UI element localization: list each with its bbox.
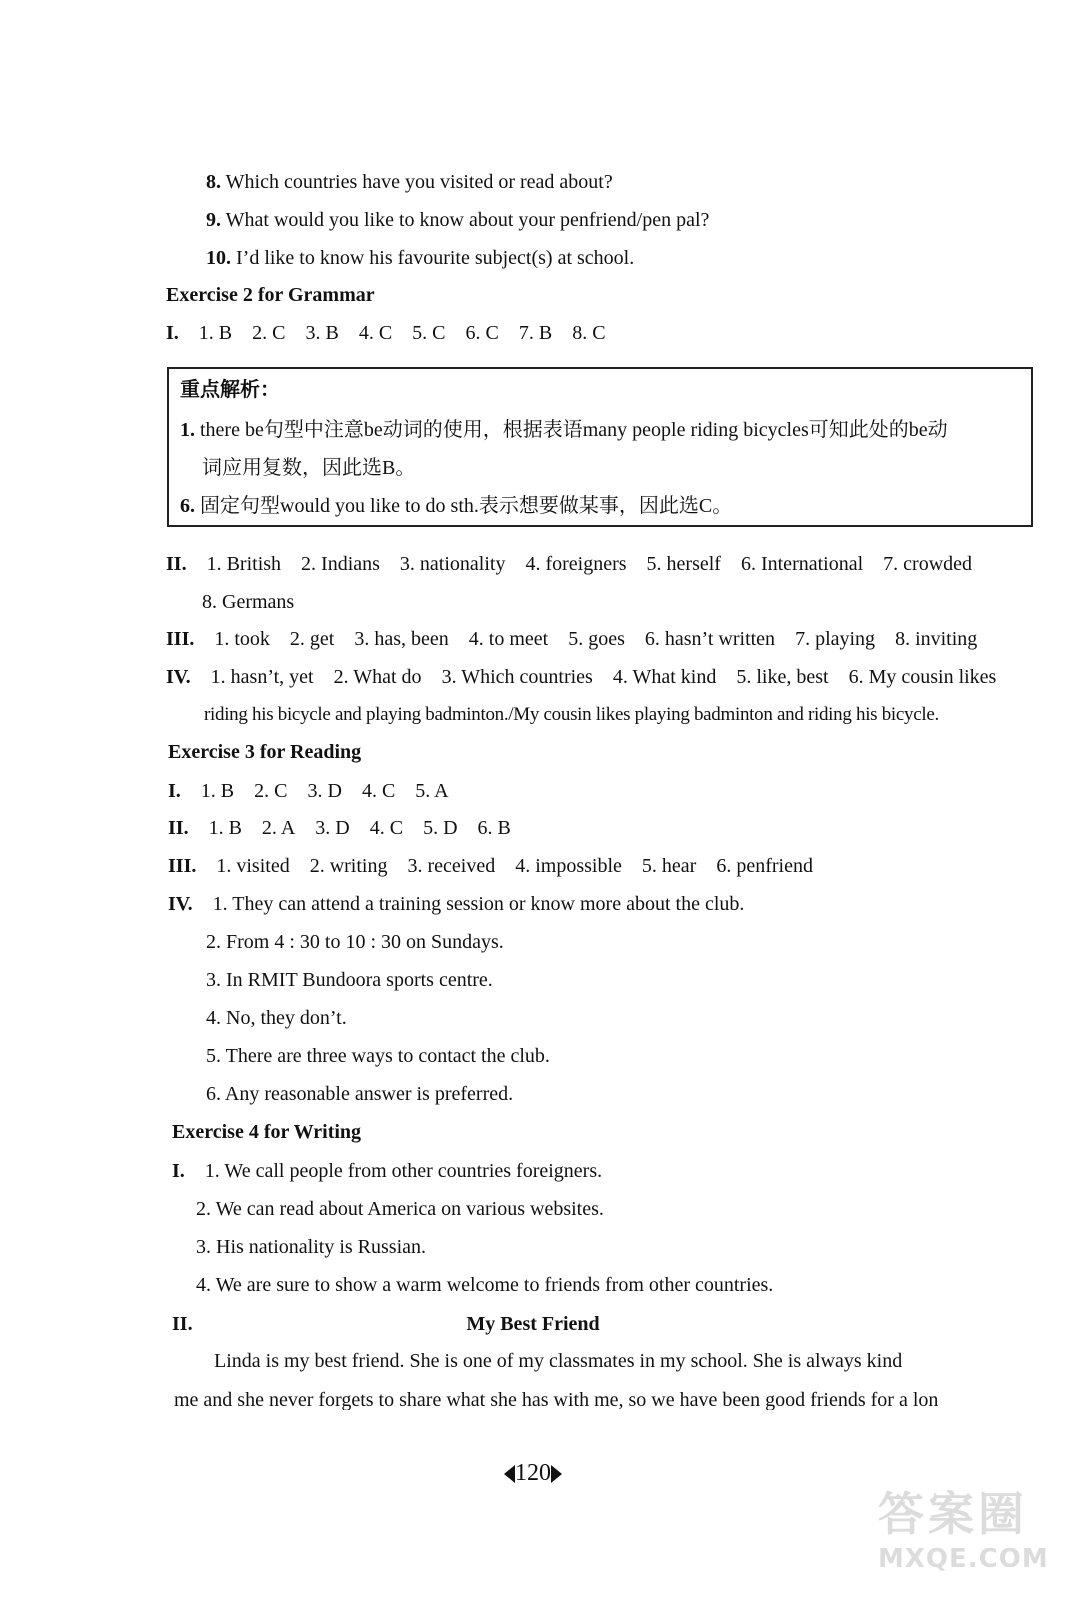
answer-line-9: 9. What would you like to know about your penfriend/pen pal?: [206, 209, 710, 231]
key-point-1-line2: 词应用复数，因此选B。: [202, 457, 416, 479]
essay-line-1: Linda is my best friend. She is one of my classmates in my school. She is always kind: [214, 1350, 903, 1372]
ex2-part3-answers: III. 1. took 2. get 3. has, been 4. to meet 5. goes 6. hasn’t written 7. playing 8. inviting: [166, 628, 978, 650]
ex4-part1-item2: 2. We can read about America on various websites.: [196, 1198, 604, 1220]
ex3-part4-item4: 4. No, they don’t.: [206, 1007, 347, 1029]
left-triangle-icon: [504, 1465, 515, 1483]
watermark-url: MXQE.COM: [878, 1544, 1049, 1574]
watermark-logo: [872, 1478, 1052, 1588]
answer-line-10: 10. I’d like to know his favourite subject(s) at school.: [206, 247, 635, 269]
ex2-part4-answers: IV. 1. hasn’t, yet 2. What do 3. Which countries 4. What kind 5. like, best 6. My cousin likes: [166, 666, 997, 688]
key-point-6: 6. 固定句型would you like to do sth.表示想要做某事，因此选C。: [180, 495, 733, 517]
key-point-1-line1: 1. there be句型中注意be动词的使用，根据表语many people riding bicycles可知此处的be动: [180, 419, 948, 441]
ex4-part1-item1: I. 1. We call people from other countries foreigners.: [172, 1160, 603, 1182]
ex3-part4-item2: 2. From 4 : 30 to 10 : 30 on Sundays.: [206, 931, 504, 953]
ex2-part2-answers: II. 1. British 2. Indians 3. nationality 4. foreigners 5. herself 6. International 7. crowded: [166, 553, 973, 575]
essay-title: My Best Friend: [466, 1313, 600, 1335]
ex3-part3-answers: III. 1. visited 2. writing 3. received 4. impossible 5. hear 6. penfriend: [168, 855, 813, 877]
ex2-part2-continued: 8. Germans: [202, 591, 295, 613]
ex2-part4-continued: riding his bicycle and playing badminton./My cousin likes playing badminton and riding his bicycle.: [204, 704, 939, 725]
right-triangle-icon: [551, 1465, 562, 1483]
exercise-4-heading: Exercise 4 for Writing: [172, 1121, 362, 1143]
ex3-part4-item6: 6. Any reasonable answer is preferred.: [206, 1083, 514, 1105]
ex3-part1-answers: I. 1. B 2. C 3. D 4. C 5. A: [168, 780, 449, 802]
watermark-text: 答案圈: [878, 1487, 1028, 1541]
answer-line-8: 8. Which countries have you visited or read about?: [206, 171, 613, 193]
ex4-part1-item3: 3. His nationality is Russian.: [196, 1236, 426, 1258]
key-points-title: 重点解析：: [180, 379, 280, 401]
ex3-part2-answers: II. 1. B 2. A 3. D 4. C 5. D 6. B: [168, 817, 511, 839]
ex4-part2-label: II.: [172, 1313, 193, 1335]
ex3-part4-item1: IV. 1. They can attend a training session or know more about the club.: [168, 893, 745, 915]
essay-line-2: me and she never forgets to share what she has with me, so we have been good friends for a lon: [174, 1390, 939, 1410]
ex2-part1-answers: I. 1. B 2. C 3. B 4. C 5. C 6. C 7. B 8. C: [166, 322, 606, 344]
exercise-3-heading: Exercise 3 for Reading: [168, 741, 362, 763]
ex4-part1-item4: 4. We are sure to show a warm welcome to friends from other countries.: [196, 1274, 774, 1296]
page-number: 120: [0, 1460, 1066, 1487]
ex3-part4-item5: 5. There are three ways to contact the club.: [206, 1045, 550, 1067]
exercise-2-heading: Exercise 2 for Grammar: [166, 284, 375, 306]
ex3-part4-item3: 3. In RMIT Bundoora sports centre.: [206, 969, 493, 991]
